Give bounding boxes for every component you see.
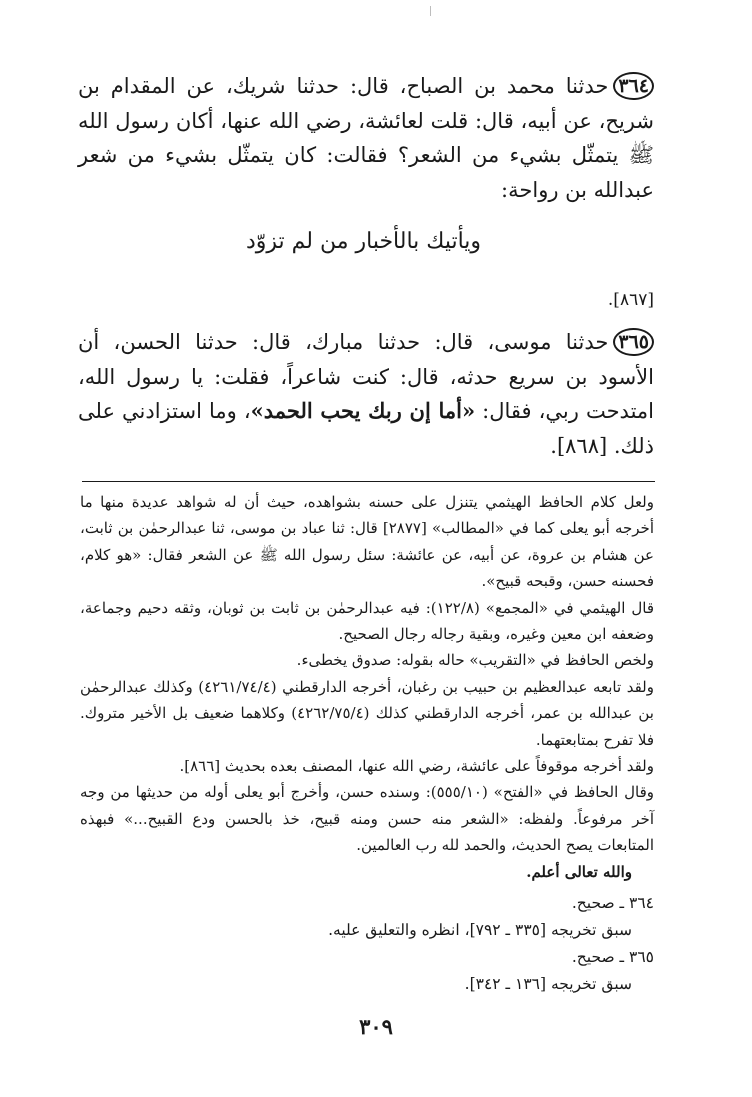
- hadith-text: حدثنا موسى، قال: حدثنا مبارك، قال: حدثنا الحسن، أن الأسود بن سريع حدثه، قال: كنت شاعراً، فقلت: يا رسول الله، امتدحت ربي، فقال:: [78, 330, 654, 423]
- hadith-365: [78, 325, 654, 463]
- grading-title: ٣٦٥ ـ صحيح.: [571, 948, 654, 966]
- hadith-quote: «أما إن ربك يحب الحمد»: [250, 398, 476, 423]
- grading-notes: [80, 890, 654, 998]
- hadith-364: [78, 69, 654, 207]
- footnote-paragraph: قال الهيثمي في «المجمع» (١٢٢/٨): فيه عبدالرحمٰن بن ثابت بن ثوبان، وثقه دحيم وجماعة، وضعفه ابن معين وغيره، وبقية رجاله رجال الصحيح.: [80, 598, 655, 644]
- hadith-number-badge: ٣٦٤: [613, 72, 654, 100]
- page-number: ٣٠٩: [359, 1014, 393, 1039]
- grading-title: ٣٦٤ ـ صحيح.: [571, 894, 654, 912]
- hadith-number-badge: ٣٦٥: [613, 328, 654, 356]
- footnote-paragraph: وقال الحافظ في «الفتح» (٥٥٥/١٠): وسنده حسن، وأخرج أبو يعلى أوله من حديثها من وجه آخر مرفوعاً. ولفظه: «الشعر منه حسن ومنه قبيح، خذ بالحسن ودع القبيح...» فبهذه المتابعات يصح الحديث، والحمد لله رب العالمين.: [80, 783, 654, 855]
- footnote-paragraph: ولقد أخرجه موقوفاً على عائشة، رضي الله عنها، المصنف بعده بحديث [٨٦٦].: [179, 757, 654, 776]
- scan-mark: [430, 6, 431, 16]
- footnote-divider: [82, 481, 655, 482]
- hadith-text: حدثنا محمد بن الصباح، قال: حدثنا شريك، عن المقدام بن شريح، عن أبيه، قال: قلت لعائشة، رضي الله عنها، أكان رسول الله ﷺ يتمثّل بشيء من الشعر؟ فقالت: كان يتمثّل بشيء من شعر عبدالله بن رواحة:: [78, 74, 654, 202]
- hadith-text-end: ، وما استزادني على ذلك. [٨٦٨].: [78, 399, 654, 458]
- footnote-closing: والله تعالى أعلم.: [526, 862, 632, 881]
- footnote-paragraph: ولقد تابعه عبدالعظيم بن حبيب بن رغبان، أخرجه الدارقطني (٤٢٦١/٧٤/٤) وكذلك عبدالرحمٰن بن عبدالله بن عمر، أخرجه الدارقطني كذلك (٤٢٦٢/٧٥/٤) وكلاهما ضعيف بل الأخير متروك. فلا تفرح بمتابعتهما.: [80, 677, 654, 749]
- grading-body: سبق تخريجه [٣٣٥ ـ ٧٩٢]، انظره والتعليق عليه.: [328, 921, 632, 939]
- footnote-paragraph: ولخص الحافظ في «التقريب» حاله بقوله: صدوق يخطىء.: [296, 651, 654, 670]
- poem-line: ويأتيك بالأخبار من لم تزوّد: [245, 229, 482, 254]
- footnotes: [80, 489, 654, 885]
- footnote-paragraph: ولعل كلام الحافظ الهيثمي يتنزل على حسنه بشواهده، حيث أن له شواهد عديدة منها ما أخرجه أبو يعلى كما في «المطالب» [٢٨٧٧] قال: ثنا عباد بن موسى، ثنا عبدالرحمٰن بن ثابت، عن هشام بن عروة، عن أبيه، عن عائشة: سئل رسول الله ﷺ عن الشعر فقال: «هو كلام، فحسنه حسن، وقبحه قبيح».: [80, 493, 654, 591]
- grading-body: سبق تخريجه [١٣٦ ـ ٣٤٢].: [464, 975, 632, 993]
- cross-reference: [٨٦٧].: [607, 290, 654, 310]
